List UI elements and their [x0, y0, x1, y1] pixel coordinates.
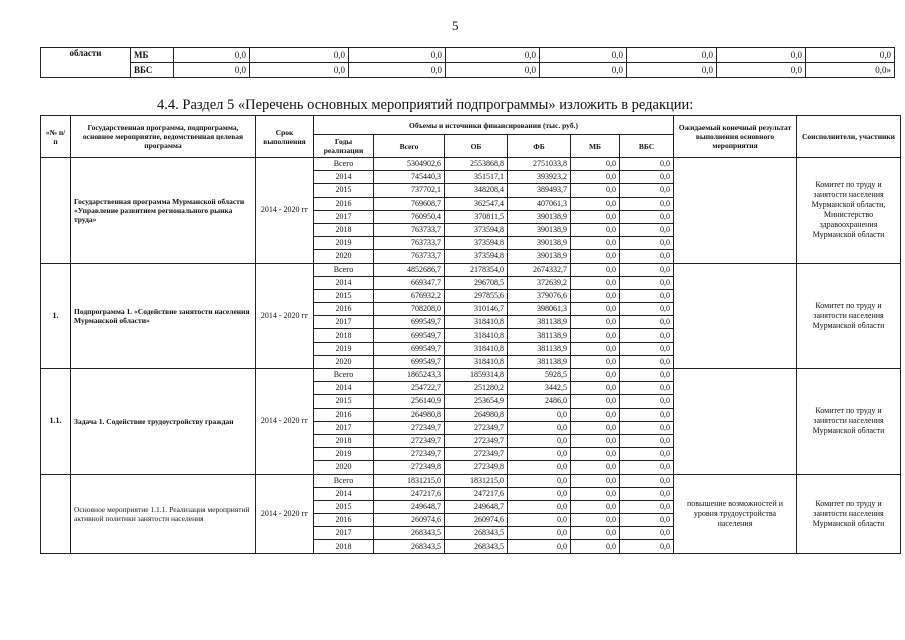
amount-cell: 0,0 [571, 184, 620, 197]
year-cell: 2014 [314, 276, 374, 289]
measures-table [40, 115, 901, 554]
year-cell: 2015 [314, 500, 374, 513]
year-cell: 2017 [314, 210, 374, 223]
amount-cell: 3442,5 [508, 382, 571, 395]
amount-cell: 0,0 [508, 434, 571, 447]
year-cell: 2020 [314, 461, 374, 474]
term: 2014 - 2020 гг [256, 474, 314, 553]
amount-cell: 699549,7 [374, 329, 445, 342]
header-funding: Объемы и источники финансирования (тыс. руб.) [314, 116, 674, 135]
year-cell: 2014 [314, 171, 374, 184]
amount-cell: 0,0 [571, 329, 620, 342]
year-cell: 2015 [314, 289, 374, 302]
amount-cell: 0,0 [620, 421, 674, 434]
value-cell: 0,0 [717, 63, 806, 78]
year-cell: 2015 [314, 184, 374, 197]
executors: Комитет по труду и занятости населения Мурманской области [797, 474, 901, 553]
amount-cell: 0,0 [571, 382, 620, 395]
amount-cell: 268343,5 [374, 540, 445, 553]
expected-result [674, 369, 797, 475]
amount-cell: 1831215,0 [445, 474, 508, 487]
program-name: Задача 1. Содействие трудоустройству граждан [71, 369, 256, 475]
amount-cell: 1865243,3 [374, 369, 445, 382]
year-cell: 2018 [314, 223, 374, 236]
amount-cell: 272349,7 [445, 421, 508, 434]
amount-cell: 0,0 [508, 487, 571, 500]
amount-cell: 0,0 [571, 158, 620, 171]
header-num: «№ п/п [41, 116, 71, 158]
table-row [41, 263, 901, 276]
amount-cell: 699549,7 [374, 355, 445, 368]
amount-cell: 251280,2 [445, 382, 508, 395]
amount-cell: 5928,5 [508, 369, 571, 382]
program-name: Основное мероприятие 1.1.1. Реализация мероприятий активной политики занятости населения [71, 474, 256, 553]
amount-cell: 0,0 [620, 408, 674, 421]
amount-cell: 2178354,0 [445, 263, 508, 276]
region-label: области [41, 48, 131, 78]
amount-cell: 0,0 [620, 303, 674, 316]
amount-cell: 0,0 [620, 382, 674, 395]
amount-cell: 0,0 [620, 316, 674, 329]
amount-cell: 249648,7 [445, 500, 508, 513]
amount-cell: 769608,7 [374, 197, 445, 210]
amount-cell: 0,0 [571, 514, 620, 527]
amount-cell: 1859314,8 [445, 369, 508, 382]
term: 2014 - 2020 гг [256, 158, 314, 264]
amount-cell: 272349,7 [445, 434, 508, 447]
year-cell: Всего [314, 158, 374, 171]
amount-cell: 0,0 [571, 210, 620, 223]
amount-cell: 272349,7 [374, 448, 445, 461]
top-continuation-table [40, 47, 895, 78]
header-term: Срок выполнения [256, 116, 314, 158]
amount-cell: 0,0 [571, 223, 620, 236]
table-row [41, 369, 901, 382]
value-cell: 0,0 [250, 63, 349, 78]
amount-cell: 398061,3 [508, 303, 571, 316]
amount-cell: 5304902,6 [374, 158, 445, 171]
amount-cell: 372639,2 [508, 276, 571, 289]
amount-cell: 763733,7 [374, 223, 445, 236]
amount-cell: 0,0 [571, 250, 620, 263]
amount-cell: 0,0 [620, 184, 674, 197]
year-cell: 2019 [314, 448, 374, 461]
value-cell: 0,0 [349, 63, 446, 78]
value-cell: 0,0 [627, 63, 717, 78]
source-label: МБ [131, 48, 174, 63]
value-cell: 0,0 [174, 63, 250, 78]
year-cell: 2016 [314, 197, 374, 210]
year-cell: 2020 [314, 250, 374, 263]
amount-cell: 0,0 [508, 461, 571, 474]
top-table-row [41, 48, 895, 63]
amount-cell: 760950,4 [374, 210, 445, 223]
amount-cell: 264980,8 [374, 408, 445, 421]
amount-cell: 0,0 [571, 303, 620, 316]
amount-cell: 381138,9 [508, 342, 571, 355]
amount-cell: 0,0 [571, 342, 620, 355]
amount-cell: 0,0 [571, 171, 620, 184]
amount-cell: 0,0 [571, 448, 620, 461]
amount-cell: 0,0 [508, 474, 571, 487]
amount-cell: 0,0 [620, 210, 674, 223]
amount-cell: 0,0 [571, 355, 620, 368]
expected-result [674, 158, 797, 264]
amount-cell: 373594,8 [445, 250, 508, 263]
amount-cell: 2674332,7 [508, 263, 571, 276]
amount-cell: 0,0 [508, 408, 571, 421]
amount-cell: 247217,6 [374, 487, 445, 500]
year-cell: 2015 [314, 395, 374, 408]
value-cell: 0,0 [627, 48, 717, 63]
executors: Комитет по труду и занятости населения Мурманской области [797, 369, 901, 475]
amount-cell: 0,0 [620, 514, 674, 527]
amount-cell: 370811,5 [445, 210, 508, 223]
year-cell: 2018 [314, 329, 374, 342]
amount-cell: 249648,7 [374, 500, 445, 513]
amount-cell: 390138,9 [508, 223, 571, 236]
amount-cell: 0,0 [620, 329, 674, 342]
amount-cell: 0,0 [620, 276, 674, 289]
amount-cell: 0,0 [620, 263, 674, 276]
amount-cell: 0,0 [620, 527, 674, 540]
term: 2014 - 2020 гг [256, 369, 314, 475]
value-cell: 0,0 [717, 48, 806, 63]
header-executors: Соисполнители, участники [797, 116, 901, 158]
amount-cell: 0,0 [620, 250, 674, 263]
year-cell: 2020 [314, 355, 374, 368]
year-cell: Всего [314, 263, 374, 276]
amount-cell: 247217,6 [445, 487, 508, 500]
amount-cell: 390138,9 [508, 237, 571, 250]
amount-cell: 0,0 [620, 395, 674, 408]
amount-cell: 737702,1 [374, 184, 445, 197]
amount-cell: 4852686,7 [374, 263, 445, 276]
year-cell: 2017 [314, 527, 374, 540]
amount-cell: 254722,7 [374, 382, 445, 395]
amount-cell: 393923,2 [508, 171, 571, 184]
amount-cell: 268343,5 [374, 527, 445, 540]
amount-cell: 0,0 [571, 527, 620, 540]
amount-cell: 253654,9 [445, 395, 508, 408]
year-cell: 2018 [314, 434, 374, 447]
year-cell: Всего [314, 474, 374, 487]
value-cell: 0,0 [446, 48, 540, 63]
amount-cell: 0,0 [620, 342, 674, 355]
amount-cell: 2486,0 [508, 395, 571, 408]
amount-cell: 763733,7 [374, 250, 445, 263]
amount-cell: 310146,7 [445, 303, 508, 316]
amount-cell: 389493,7 [508, 184, 571, 197]
amount-cell: 407061,3 [508, 197, 571, 210]
executors: Комитет по труду и занятости населения Мурманской области, Министерство здравоохранения Мурманской области [797, 158, 901, 264]
amount-cell: 390138,9 [508, 250, 571, 263]
amount-cell: 0,0 [620, 355, 674, 368]
row-num: 1.1. [41, 369, 71, 475]
amount-cell: 0,0 [571, 237, 620, 250]
amount-cell: 0,0 [620, 223, 674, 236]
amount-cell: 260974,6 [374, 514, 445, 527]
amount-cell: 272349,7 [374, 421, 445, 434]
amount-cell: 373594,8 [445, 237, 508, 250]
amount-cell: 2751033,8 [508, 158, 571, 171]
amount-cell: 0,0 [620, 369, 674, 382]
amount-cell: 0,0 [508, 540, 571, 553]
term: 2014 - 2020 гг [256, 263, 314, 369]
header-vbs: ВБС [620, 135, 674, 158]
value-cell: 0,0 [806, 48, 895, 63]
value-cell: 0,0 [174, 48, 250, 63]
amount-cell: 272349,8 [445, 461, 508, 474]
year-cell: 2019 [314, 237, 374, 250]
expected-result [674, 263, 797, 369]
year-cell: 2019 [314, 342, 374, 355]
amount-cell: 0,0 [620, 171, 674, 184]
amount-cell: 669347,7 [374, 276, 445, 289]
amount-cell: 0,0 [571, 487, 620, 500]
executors: Комитет по труду и занятости населения Мурманской области [797, 263, 901, 369]
amount-cell: 2553868,8 [445, 158, 508, 171]
table-row [41, 158, 901, 171]
amount-cell: 0,0 [508, 448, 571, 461]
amount-cell: 268343,5 [445, 540, 508, 553]
amount-cell: 318410,8 [445, 316, 508, 329]
amount-cell: 0,0 [571, 316, 620, 329]
amount-cell: 0,0 [571, 500, 620, 513]
amount-cell: 0,0 [571, 408, 620, 421]
amount-cell: 381138,9 [508, 355, 571, 368]
amount-cell: 0,0 [571, 276, 620, 289]
amount-cell: 0,0 [508, 500, 571, 513]
year-cell: 2014 [314, 382, 374, 395]
amount-cell: 0,0 [620, 434, 674, 447]
value-cell: 0,0 [250, 48, 349, 63]
amount-cell: 272349,8 [374, 461, 445, 474]
header-mb: МБ [571, 135, 620, 158]
amount-cell: 0,0 [571, 395, 620, 408]
amount-cell: 318410,8 [445, 355, 508, 368]
header-total: Всего [374, 135, 445, 158]
amount-cell: 0,0 [571, 540, 620, 553]
header-row-1 [41, 116, 901, 135]
header-result: Ожидаемый конечный результат выполнения основного мероприятия [674, 116, 797, 158]
amount-cell: 1831215,0 [374, 474, 445, 487]
amount-cell: 0,0 [620, 500, 674, 513]
amount-cell: 348208,4 [445, 184, 508, 197]
amount-cell: 0,0 [571, 197, 620, 210]
amount-cell: 260974,6 [445, 514, 508, 527]
amount-cell: 373594,8 [445, 223, 508, 236]
amount-cell: 0,0 [620, 540, 674, 553]
amount-cell: 318410,8 [445, 329, 508, 342]
amount-cell: 296708,5 [445, 276, 508, 289]
amount-cell: 0,0 [571, 369, 620, 382]
program-name: Подпрограмма 1. «Содействие занятости населения Мурманской области» [71, 263, 256, 369]
amount-cell: 390138,9 [508, 210, 571, 223]
amount-cell: 297855,6 [445, 289, 508, 302]
amount-cell: 0,0 [508, 527, 571, 540]
section-heading: 4.4. Раздел 5 «Перечень основных мероприятий подпрограммы» изложить в редакции: [157, 97, 694, 113]
value-cell: 0,0 [446, 63, 540, 78]
program-name: Государственная программа Мурманской области «Управление развитием регионального рынка труда» [71, 158, 256, 264]
amount-cell: 268343,5 [445, 527, 508, 540]
amount-cell: 256140,9 [374, 395, 445, 408]
source-label: ВБС [131, 63, 174, 78]
expected-result: повышение возможностей и уровня трудоустройства населения [674, 474, 797, 553]
amount-cell: 745440,3 [374, 171, 445, 184]
row-num [41, 474, 71, 553]
header-years: Годы реализации [314, 135, 374, 158]
amount-cell: 0,0 [620, 289, 674, 302]
amount-cell: 379076,6 [508, 289, 571, 302]
year-cell: 2014 [314, 487, 374, 500]
amount-cell: 699549,7 [374, 342, 445, 355]
amount-cell: 0,0 [620, 474, 674, 487]
page-number: 5 [452, 18, 459, 33]
amount-cell: 676932,2 [374, 289, 445, 302]
amount-cell: 0,0 [620, 237, 674, 250]
amount-cell: 264980,8 [445, 408, 508, 421]
amount-cell: 272349,7 [445, 448, 508, 461]
amount-cell: 0,0 [508, 421, 571, 434]
amount-cell: 362547,4 [445, 197, 508, 210]
amount-cell: 0,0 [571, 434, 620, 447]
amount-cell: 0,0 [620, 461, 674, 474]
row-num: 1. [41, 263, 71, 369]
amount-cell: 0,0 [571, 289, 620, 302]
amount-cell: 0,0 [620, 158, 674, 171]
amount-cell: 272349,7 [374, 434, 445, 447]
amount-cell: 708208,0 [374, 303, 445, 316]
amount-cell: 381138,9 [508, 329, 571, 342]
amount-cell: 0,0 [620, 448, 674, 461]
amount-cell: 0,0 [508, 514, 571, 527]
table-row [41, 474, 901, 487]
amount-cell: 699549,7 [374, 316, 445, 329]
year-cell: 2017 [314, 316, 374, 329]
amount-cell: 318410,8 [445, 342, 508, 355]
amount-cell: 0,0 [620, 487, 674, 500]
top-table-row [41, 63, 895, 78]
value-cell: 0,0 [349, 48, 446, 63]
amount-cell: 351517,1 [445, 171, 508, 184]
year-cell: 2016 [314, 514, 374, 527]
amount-cell: 381138,9 [508, 316, 571, 329]
value-cell: 0,0» [806, 63, 895, 78]
row-num [41, 158, 71, 264]
amount-cell: 0,0 [571, 474, 620, 487]
year-cell: 2018 [314, 540, 374, 553]
value-cell: 0,0 [540, 63, 627, 78]
year-cell: 2016 [314, 303, 374, 316]
header-fb: ФБ [508, 135, 571, 158]
amount-cell: 0,0 [571, 263, 620, 276]
amount-cell: 0,0 [571, 461, 620, 474]
value-cell: 0,0 [540, 48, 627, 63]
year-cell: 2016 [314, 408, 374, 421]
year-cell: Всего [314, 369, 374, 382]
header-ob: ОБ [445, 135, 508, 158]
amount-cell: 763733,7 [374, 237, 445, 250]
amount-cell: 0,0 [571, 421, 620, 434]
amount-cell: 0,0 [620, 197, 674, 210]
header-program: Государственная программа, подпрограмма, основное мероприятие, ведомственная целевая программа [71, 116, 256, 158]
year-cell: 2017 [314, 421, 374, 434]
